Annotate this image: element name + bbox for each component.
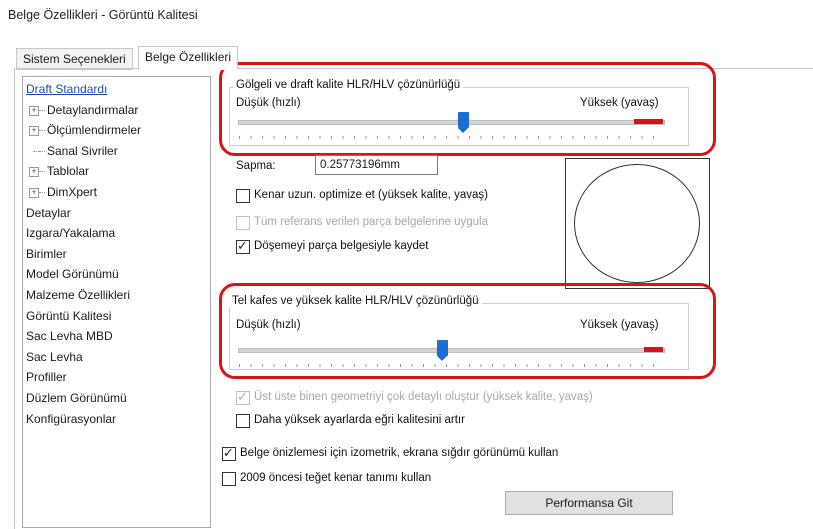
tree-item[interactable]: Ölçümlendirmeler <box>47 123 142 138</box>
wireframe-quality-group-title: Tel kafes ve yüksek kalite HLR/HLV çözünürlüğü <box>229 295 482 307</box>
tree-item[interactable]: DimXpert <box>47 185 98 199</box>
tree-item[interactable]: Sanal Sivriler <box>47 143 118 158</box>
tree-item[interactable]: Birimler <box>26 246 67 261</box>
tree-connector-line <box>39 130 45 131</box>
tab-system-options[interactable]: Sistem Seçenekleri <box>16 48 133 70</box>
options-tree <box>22 76 211 528</box>
tree-item[interactable]: Sac Levha <box>26 349 83 364</box>
improve-curve-quality-checkbox[interactable] <box>236 414 250 428</box>
wireframe-low-label: Düşük (hızlı) <box>236 319 301 331</box>
tree-item[interactable]: Konfigürasyonlar <box>26 411 117 426</box>
highlight-box-wireframe <box>219 283 716 379</box>
shaded-quality-group-title: Gölgeli ve draft kalite HLR/HLV çözünürlüğü <box>233 79 463 91</box>
save-tessellation-checkbox[interactable] <box>236 240 250 254</box>
overlap-geometry-label: Üst üste binen geometriyi çok detaylı oluştur (yüksek kalite, yavaş) <box>254 391 593 403</box>
highlight-box-shaded <box>219 62 716 156</box>
pre2009-tangent-checkbox[interactable] <box>222 472 236 486</box>
tree-item[interactable]: Profiller <box>26 370 67 385</box>
tree-connector-line <box>39 110 45 111</box>
tree-item[interactable]: Detaylandırmalar <box>47 102 139 117</box>
tree-connector-line <box>39 171 45 172</box>
expand-plus-icon[interactable]: + <box>29 167 39 177</box>
shaded-high-label: Yüksek (yavaş) <box>580 97 659 109</box>
deviation-input[interactable]: 0.25773196mm <box>315 155 438 175</box>
window-title: Belge Özellikleri - Görüntü Kalitesi <box>8 8 198 22</box>
tree-item[interactable]: Görüntü Kalitesi <box>26 308 112 323</box>
overlap-geometry-checkbox[interactable] <box>236 391 250 405</box>
tree-item[interactable]: Draft Standardı <box>26 82 108 96</box>
preview-box <box>565 158 710 289</box>
tree-item[interactable]: Izgara/Yakalama <box>26 226 116 241</box>
isometric-preview-label: Belge önizlemesi için izometrik, ekrana sığdır görünümü kullan <box>240 447 559 459</box>
pre2009-tangent-label: 2009 öncesi teğet kenar tanımı kullan <box>240 472 432 484</box>
deviation-label: Sapma: <box>236 160 276 172</box>
tree-item[interactable]: Sac Levha MBD <box>26 329 113 344</box>
tree-item[interactable]: Model Görünümü <box>26 267 119 282</box>
tree-connector-line <box>39 192 45 193</box>
tree-item[interactable]: Düzlem Görünümü <box>26 391 127 405</box>
isometric-preview-checkbox[interactable] <box>222 447 236 461</box>
optimize-edge-length-label: Kenar uzun. optimize et (yüksek kalite, yavaş) <box>254 189 488 201</box>
save-tessellation-label: Döşemeyi parça belgesiyle kaydet <box>254 240 429 252</box>
tab-document-properties[interactable]: Belge Özellikleri <box>138 46 238 70</box>
go-to-performance-button[interactable]: Performansa Git <box>505 491 673 515</box>
apply-all-referenced-label: Tüm referans verilen parça belgelerine uygula <box>254 216 488 228</box>
apply-all-referenced-checkbox[interactable] <box>236 216 250 230</box>
expand-plus-icon[interactable]: + <box>29 106 39 116</box>
optimize-edge-length-checkbox[interactable] <box>236 189 250 203</box>
tree-item[interactable]: Detaylar <box>26 205 71 220</box>
tree-item[interactable]: Malzeme Özellikleri <box>26 288 131 302</box>
shaded-low-label: Düşük (hızlı) <box>236 97 301 109</box>
tree-item[interactable]: Tablolar <box>47 164 90 179</box>
expand-plus-icon[interactable]: + <box>29 188 39 198</box>
expand-plus-icon[interactable]: + <box>29 126 39 136</box>
wireframe-high-label: Yüksek (yavaş) <box>580 319 659 331</box>
tree-connector-line <box>39 151 45 152</box>
improve-curve-quality-label: Daha yüksek ayarlarda eğri kalitesini artır <box>254 414 465 426</box>
preview-circle <box>574 164 700 283</box>
